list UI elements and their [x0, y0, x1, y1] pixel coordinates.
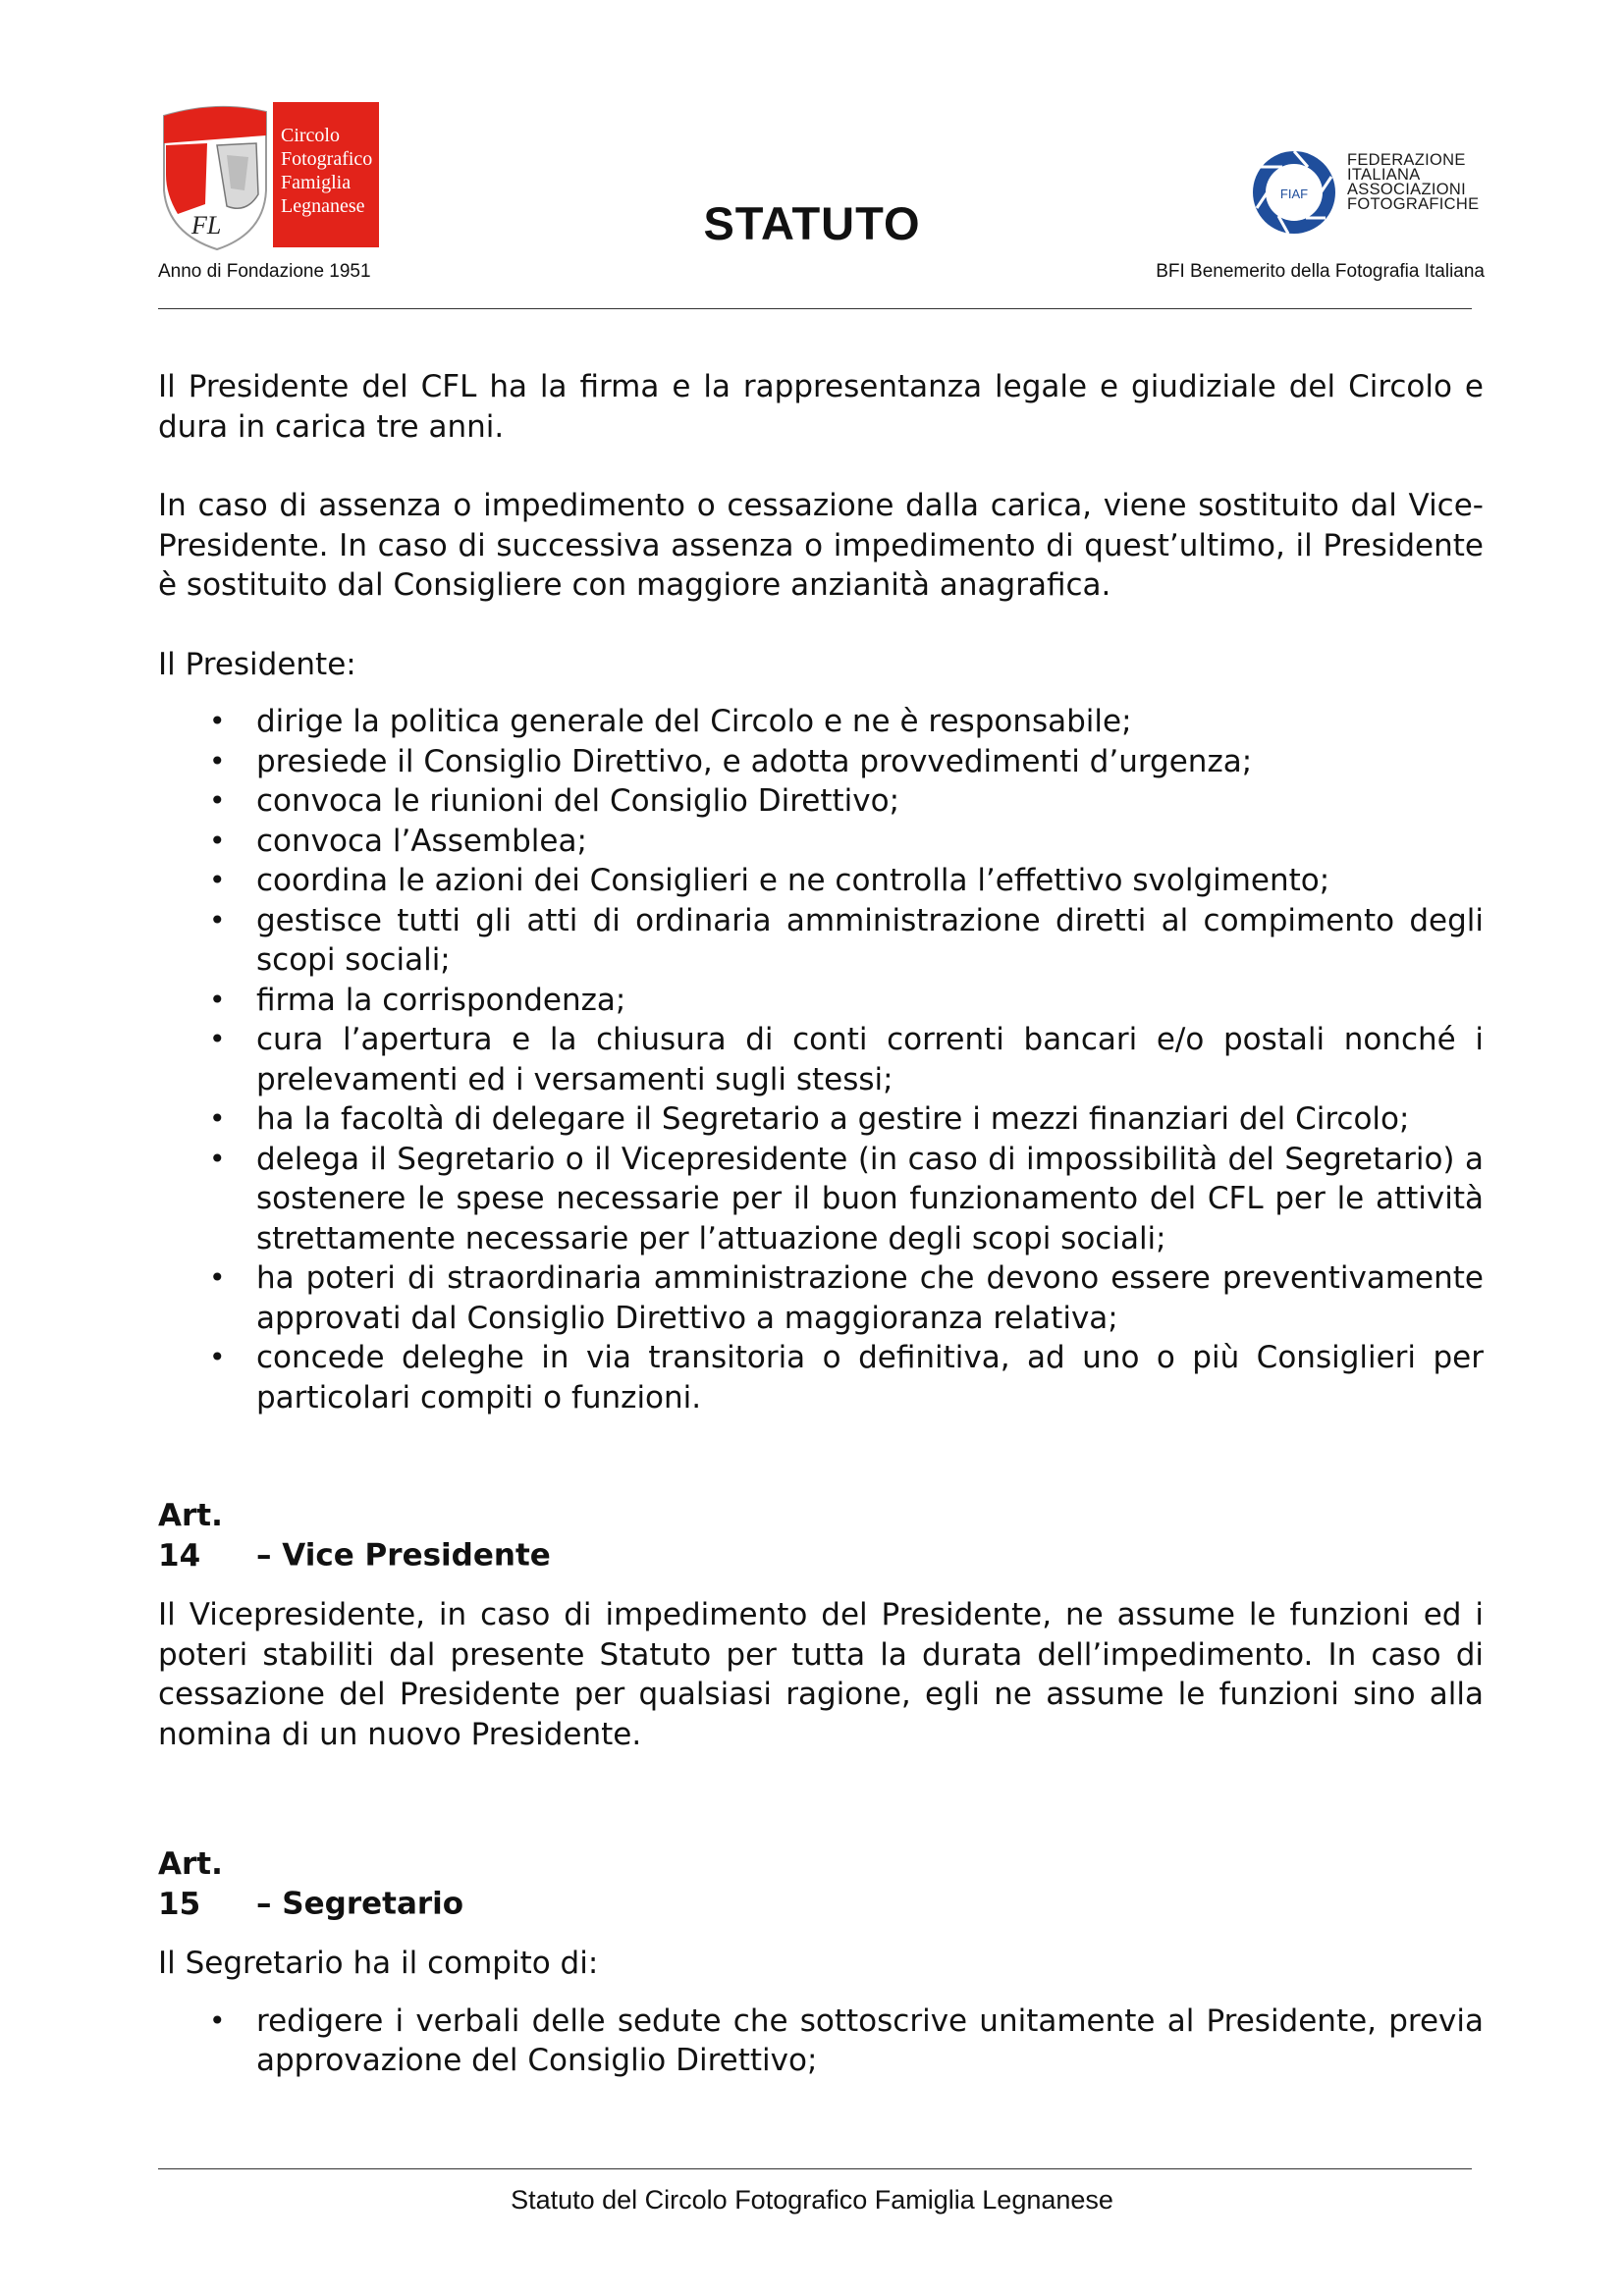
president-duties-list [158, 702, 1484, 1417]
foundation-caption: Anno di Fondazione 1951 [158, 261, 371, 282]
list-item: • firma la corrispondenza; [158, 981, 1484, 1021]
page-title: STATUTO [703, 197, 921, 249]
list-item: • presiede il Consiglio Direttivo, e adotta provvedimenti d’urgenza; [158, 742, 1484, 782]
paragraph: Il Presidente del CFL ha la firma e la rappresentanza legale e giudiziale del Circolo e dura in carica tre anni. [158, 369, 1484, 445]
list-item: • dirige la politica generale del Circolo e ne è responsabile; [158, 702, 1484, 742]
article-number: Art. 14 [158, 1498, 223, 1574]
list-item: • ha poteri di straordinaria amministrazione che devono essere preventivamente approvati dal Consiglio Direttivo a maggioranza relativa; [158, 1258, 1484, 1338]
document-body [158, 367, 1484, 2081]
list-item: • cura l’apertura e la chiusura di conti correnti bancari e/o postali nonché i prelevamenti ed i versamenti sugli stessi; [158, 1020, 1484, 1099]
list-item: • gestisce tutti gli atti di ordinaria amministrazione diretti al compimento degli scopi sociali; [158, 901, 1484, 981]
list-item: • convoca l’Assemblea; [158, 822, 1484, 862]
fiaf-line: ITALIANA [1347, 166, 1421, 184]
list-item: • redigere i verbali delle sedute che sottoscrive unitamente al Presidente, previa approvazione del Consiglio Direttivo; [158, 2002, 1484, 2081]
paragraph: In caso di assenza o impedimento o cessazione dalla carica, viene sostituito dal Vice-Presidente. In caso di successiva assenza o impedimento di quest’ultimo, il Presidente è sostituito dal Consigliere con maggiore anzianità anagrafica. [158, 488, 1484, 603]
article-15-heading [158, 1844, 1484, 1924]
paragraph: Il Presidente: [158, 646, 356, 682]
list-item: • ha la facoltà di delegare il Segretario a gestire i mezzi finanziari del Circolo; [158, 1099, 1484, 1140]
logo-line: Famiglia [281, 172, 352, 193]
list-item: • coordina le azioni dei Consiglieri e ne controlla l’effettivo svolgimento; [158, 861, 1484, 901]
fiaf-line: ASSOCIAZIONI [1347, 181, 1466, 198]
svg-text:FL: FL [191, 211, 222, 240]
paragraph: Il Vicepresidente, in caso di impedimento del Presidente, ne assume le funzioni ed i poteri stabiliti dal presente Statuto per tutta la durata dell’impedimento. In caso di cessazione del Presidente per qualsiasi ragione, egli ne assume le funzioni sino alla nomina di un nuovo Presidente. [158, 1597, 1484, 1752]
footer-divider [158, 2168, 1472, 2169]
page-footer: Statuto del Circolo Fotografico Famiglia Legnanese [511, 2185, 1113, 2215]
logo-line: Circolo [281, 125, 340, 146]
logo-line: Legnanese [281, 195, 365, 217]
fiaf-line: FEDERAZIONE [1347, 151, 1466, 169]
article-number: Art. 15 [158, 1846, 223, 1922]
paragraph: Il Segretario ha il compito di: [158, 1946, 599, 1981]
fiaf-label [1347, 153, 1479, 212]
list-item: • delega il Segretario o il Vicepresidente (in caso di impossibilità del Segretario) a sostenere le spese necessarie per il buon funzionamento del CFL per le attività strettamente necessarie per l’attuazione degli scopi sociali; [158, 1140, 1484, 1259]
article-title: – Vice Presidente [256, 1537, 551, 1574]
logo-line: Fotografico [281, 148, 373, 170]
list-item: • concede deleghe in via transitoria o definitiva, ad uno o più Consiglieri per particolari compiti o funzioni. [158, 1338, 1484, 1417]
header-divider [158, 308, 1472, 309]
list-item: • convoca le riunioni del Consiglio Direttivo; [158, 781, 1484, 822]
secretary-duties-list [158, 2002, 1484, 2081]
article-14-heading [158, 1496, 1484, 1575]
svg-text:FIAF: FIAF [1279, 187, 1309, 201]
article-title: – Segretario [256, 1886, 464, 1922]
fiaf-aperture-icon [1249, 147, 1343, 238]
fiaf-line: FOTOGRAFICHE [1347, 195, 1480, 213]
bfi-caption: BFI Benemerito della Fotografia Italiana [1156, 261, 1485, 282]
